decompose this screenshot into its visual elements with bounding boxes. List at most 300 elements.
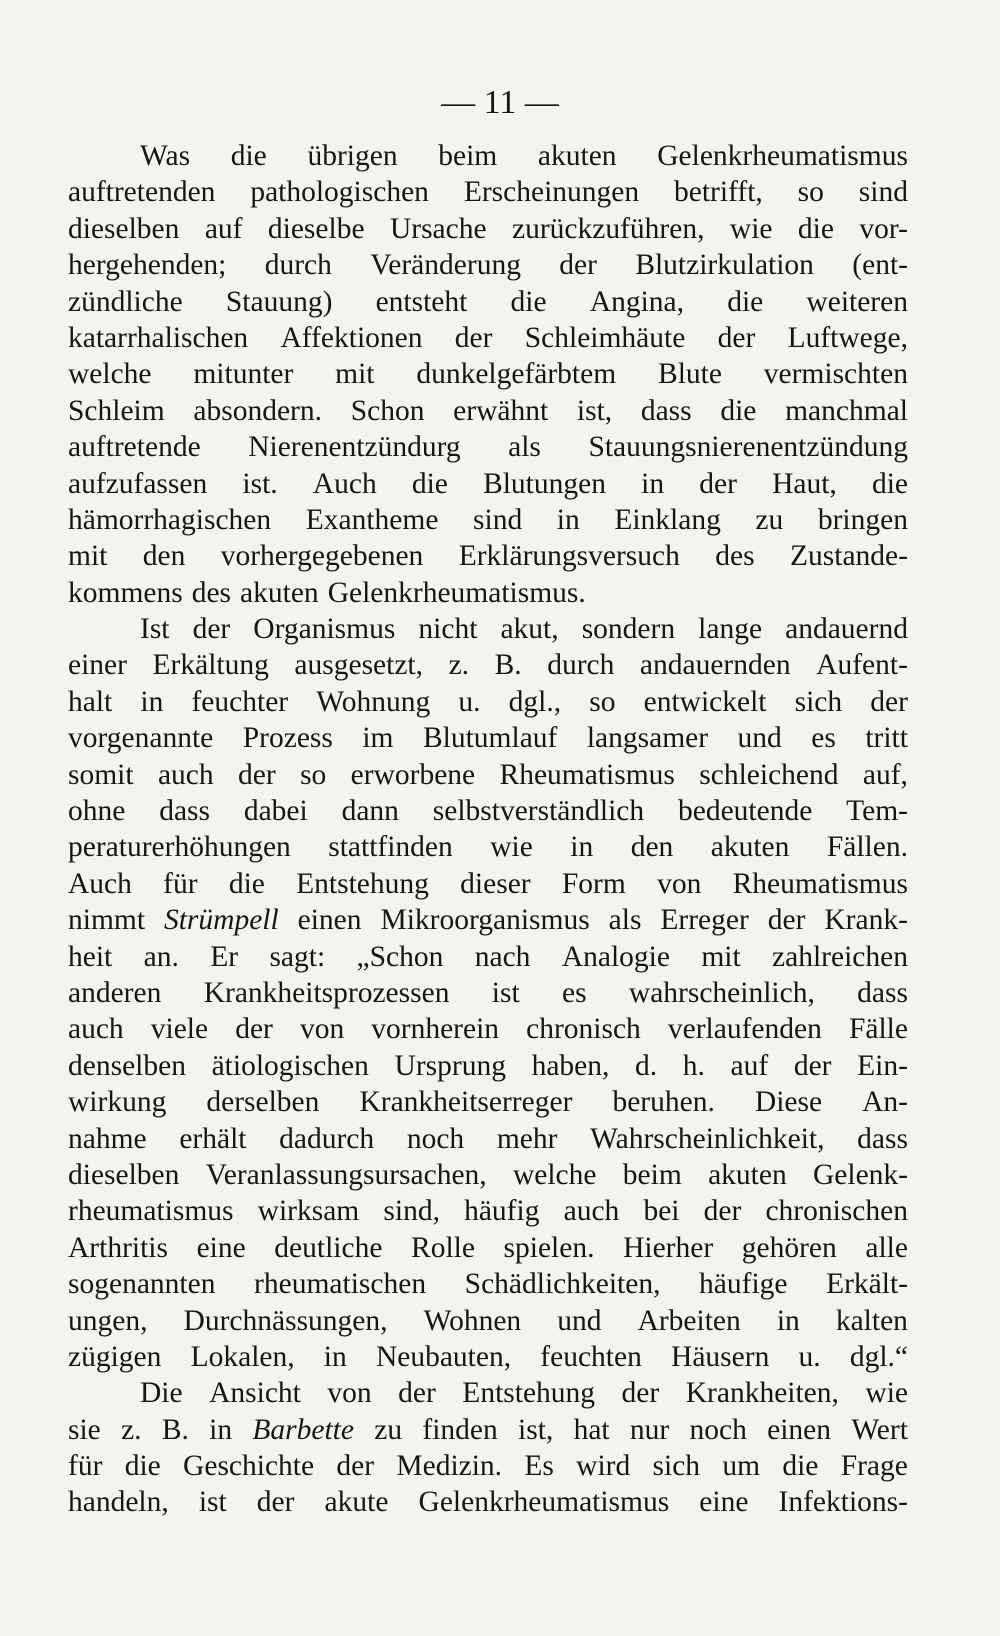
word: sie <box>68 1413 101 1446</box>
word: u. <box>458 685 481 718</box>
word: u. <box>798 1340 821 1373</box>
word: an. <box>143 940 179 973</box>
word: erhält <box>179 1122 247 1155</box>
word: der <box>703 1195 742 1228</box>
word: andauernd <box>785 613 908 646</box>
word: der <box>235 1013 273 1046</box>
word: feuchter <box>191 685 289 718</box>
word: die <box>230 140 267 172</box>
word: welche <box>512 1158 597 1191</box>
word: zündliche <box>68 285 183 318</box>
word: wahrscheinlich, <box>628 976 815 1009</box>
word: sich <box>652 1450 701 1483</box>
word: Ansicht <box>209 1377 301 1410</box>
word: zurückzuführen, <box>512 212 705 245</box>
word: Tem- <box>846 795 908 828</box>
word: Erklärungsversuch <box>458 540 680 573</box>
word: akuten <box>240 576 319 609</box>
text-line <box>68 1121 908 1157</box>
text-line <box>68 829 908 865</box>
text-line <box>68 647 908 683</box>
text-line <box>68 1011 908 1047</box>
word: von <box>327 1377 372 1410</box>
word: ist, <box>518 1413 554 1446</box>
word: dunkelgefärbtem <box>416 358 617 391</box>
word: beim <box>438 140 498 172</box>
word: Erkältung <box>152 649 269 682</box>
word: und <box>737 722 782 755</box>
word: Neubauten, <box>375 1340 512 1373</box>
word: andauernden <box>639 649 791 682</box>
word: Krankheiten, <box>685 1377 839 1410</box>
word: Aufent- <box>816 649 908 682</box>
word: Schleimhäute <box>524 321 686 354</box>
text-line <box>68 902 908 938</box>
text-line <box>68 284 908 320</box>
word: von <box>657 867 702 900</box>
word: ist <box>491 976 520 1009</box>
word: häufig <box>464 1195 540 1228</box>
word: in <box>323 1340 347 1373</box>
word: Entstehung <box>296 867 429 900</box>
word: der <box>336 1450 375 1483</box>
word: sind, <box>383 1195 440 1228</box>
word: eine <box>196 1231 246 1264</box>
word: langsamer <box>586 722 709 755</box>
word: vorgenannte <box>68 722 214 755</box>
word: entsteht <box>375 285 468 318</box>
text-line <box>68 538 908 574</box>
word: dieselben <box>68 1158 180 1191</box>
word: dann <box>341 795 399 828</box>
word: vornherein <box>371 1013 500 1046</box>
word: Exantheme <box>305 503 439 536</box>
word: betrifft, <box>674 176 763 209</box>
text-line <box>68 247 908 283</box>
word: der <box>870 685 908 718</box>
word: Organismus <box>253 613 396 646</box>
text-line <box>68 356 908 392</box>
word: chronischen <box>765 1195 908 1228</box>
word: Hierher <box>623 1231 714 1264</box>
word: so <box>589 685 616 718</box>
word: akute <box>324 1486 389 1519</box>
word: häufige <box>699 1268 788 1301</box>
word: zu <box>755 503 784 536</box>
word: Veränderung <box>370 249 521 282</box>
text-line <box>68 1303 908 1339</box>
word: dass <box>857 976 908 1009</box>
word: Diese <box>754 1086 823 1119</box>
word: chronisch <box>526 1013 641 1046</box>
word: akuten <box>708 1158 787 1191</box>
word: in <box>140 685 164 718</box>
word: Frage <box>840 1450 908 1483</box>
text-line <box>68 1375 908 1411</box>
word: der <box>398 1377 436 1410</box>
word: ist, <box>576 394 613 427</box>
word: Gelenkrheumatismus. <box>327 576 586 609</box>
word: welche <box>68 358 152 391</box>
word: vermischten <box>763 358 908 391</box>
word: dieser <box>460 867 531 900</box>
text-line <box>68 138 908 174</box>
text-line <box>68 575 908 611</box>
word: wirkung <box>68 1086 167 1119</box>
word: einer <box>68 649 127 682</box>
word: wie <box>729 212 773 245</box>
word: Affektionen <box>280 321 423 354</box>
word: Es <box>524 1450 554 1483</box>
word: ist. <box>242 467 278 500</box>
word: z. <box>121 1413 142 1446</box>
word: Lokalen, <box>190 1340 295 1373</box>
word: dieselbe <box>267 212 365 245</box>
text-line <box>68 320 908 356</box>
word: rheumatismus <box>68 1195 234 1228</box>
word: erwähnt <box>453 394 549 427</box>
word: wie <box>490 831 533 864</box>
word: somit <box>68 758 134 791</box>
word: h. <box>682 1049 705 1082</box>
word: der <box>256 1486 295 1519</box>
word: von <box>299 1013 345 1046</box>
word: vor- <box>859 212 908 245</box>
word: selbstverständlich <box>432 795 645 828</box>
word: derselben <box>206 1086 320 1119</box>
word: weiteren <box>806 285 908 318</box>
word: viele <box>150 1013 209 1046</box>
word: Wahrscheinlichkeit, <box>590 1122 825 1155</box>
text-line <box>68 211 908 247</box>
word: Nierenentzündurg <box>248 431 461 464</box>
page-number: — 11 — <box>441 84 559 121</box>
word: nahme <box>68 1122 147 1155</box>
word: haben, <box>531 1049 610 1082</box>
word: Ursprung <box>394 1049 506 1082</box>
word: die <box>411 467 448 500</box>
word: auf <box>730 1049 769 1082</box>
word: die <box>124 1450 161 1483</box>
word: für <box>68 1450 103 1483</box>
text-line <box>68 684 908 720</box>
word: Infektions- <box>778 1486 908 1519</box>
word: Gelenkrheumatismus <box>418 1486 670 1519</box>
word: bedeutende <box>677 795 813 828</box>
word: in <box>570 831 594 864</box>
word: ist <box>198 1486 227 1519</box>
word: der <box>238 758 276 791</box>
word: und <box>557 1304 602 1337</box>
word: nur <box>629 1413 670 1446</box>
word: zügigen <box>68 1340 162 1373</box>
word: mit <box>68 540 108 573</box>
word: in <box>641 467 665 500</box>
word: die <box>720 394 757 427</box>
word: Krank- <box>824 904 908 937</box>
word: es <box>811 722 836 755</box>
word: dgl.“ <box>849 1340 908 1373</box>
word: spielen. <box>503 1231 595 1264</box>
word: nicht <box>418 613 478 646</box>
word: Form <box>561 867 626 900</box>
word: der <box>559 249 597 282</box>
word: lange <box>698 613 763 646</box>
word: erworbene <box>350 758 476 791</box>
word: ohne <box>68 795 126 828</box>
word: An- <box>862 1086 908 1119</box>
text-line <box>68 939 908 975</box>
text-line <box>68 1157 908 1193</box>
word: feuchten <box>540 1340 642 1373</box>
text-line <box>68 1048 908 1084</box>
text-line <box>68 393 908 429</box>
word: verlaufenden <box>667 1013 822 1046</box>
word: auch <box>68 1013 124 1046</box>
word: B. <box>161 1413 189 1446</box>
word: beim <box>622 1158 682 1191</box>
word: Strümpell <box>163 904 279 937</box>
word: um <box>722 1450 761 1483</box>
word: einen <box>767 1413 832 1446</box>
word: so <box>797 176 824 209</box>
word: Krankheitsprozessen <box>203 976 450 1009</box>
text-line <box>68 1339 908 1375</box>
word: alle <box>865 1231 908 1264</box>
word: wirksam <box>257 1195 360 1228</box>
text-line <box>68 1193 908 1229</box>
word: einen <box>297 904 362 937</box>
word: beruhen. <box>612 1086 715 1119</box>
word: in <box>209 1413 233 1446</box>
word: durch <box>264 249 332 282</box>
word: „Schon <box>356 940 444 973</box>
word: entwickelt <box>643 685 767 718</box>
text-line <box>68 611 908 647</box>
word: Gelenkrheumatismus <box>657 140 908 172</box>
text-line <box>68 866 908 902</box>
word: hergehenden; <box>68 249 227 282</box>
word: auch <box>157 758 214 791</box>
text-line <box>68 429 908 465</box>
word: noch <box>406 1122 465 1155</box>
word: akut, <box>500 613 559 646</box>
word: nach <box>474 940 531 973</box>
word: mit <box>335 358 375 391</box>
word: Medizin. <box>396 1450 503 1483</box>
word: Haut, <box>772 467 837 500</box>
word: aufzufassen <box>68 467 208 500</box>
text-line <box>68 1230 908 1266</box>
text-line <box>68 975 908 1011</box>
word: sind <box>473 503 523 536</box>
word: Blutumlauf <box>422 722 558 755</box>
word: sogenannten <box>68 1268 216 1301</box>
word: Schädlichkeiten, <box>464 1268 661 1301</box>
word: katarrhalischen <box>68 321 249 354</box>
word: akuten <box>710 831 790 864</box>
word: rheumatischen <box>254 1268 427 1301</box>
word: bei <box>643 1195 680 1228</box>
word: Ein- <box>857 1049 908 1082</box>
word: eine <box>699 1486 749 1519</box>
text-line <box>68 466 908 502</box>
word: halt <box>68 685 113 718</box>
word: deutliche <box>274 1231 383 1264</box>
word: sind <box>858 176 908 209</box>
word: gehören <box>741 1231 837 1264</box>
word: Erkält- <box>826 1268 908 1301</box>
word: nimmt <box>68 904 146 937</box>
text-line <box>68 1266 908 1302</box>
word: der <box>454 321 493 354</box>
word: dabei <box>243 795 308 828</box>
word: akuten <box>537 140 617 172</box>
word: Wohnen <box>423 1304 522 1337</box>
word: Geschichte <box>183 1450 315 1483</box>
word: Was <box>140 140 191 172</box>
word: pathologischen <box>250 176 429 209</box>
word: Luftwege, <box>787 321 908 354</box>
word: für <box>163 867 198 900</box>
word: mehr <box>496 1122 558 1155</box>
word: die <box>510 285 547 318</box>
word: dass <box>857 1122 908 1155</box>
word: Einklang <box>614 503 721 536</box>
word: kommens <box>68 576 183 609</box>
word: der <box>717 321 756 354</box>
word: auftretenden <box>68 176 216 209</box>
word: die <box>228 867 265 900</box>
word: so <box>300 758 327 791</box>
word: Arthritis <box>68 1231 168 1264</box>
word: Blutungen <box>483 467 606 500</box>
word: Gelenk- <box>812 1158 908 1191</box>
word: die <box>727 285 764 318</box>
word: zu <box>374 1413 403 1446</box>
word: dass <box>159 795 210 828</box>
word: Er <box>210 940 239 973</box>
word: Barbette <box>252 1413 354 1446</box>
word: wird <box>576 1450 631 1483</box>
word: noch <box>689 1413 747 1446</box>
word: dadurch <box>279 1122 375 1155</box>
text-line <box>68 1412 908 1448</box>
word: auftretende <box>68 431 201 464</box>
word: des <box>191 576 232 609</box>
word: der <box>621 1377 660 1410</box>
word: durch <box>547 649 615 682</box>
word: dass <box>640 394 692 427</box>
word: heit <box>68 940 113 973</box>
word: dieselben <box>68 212 180 245</box>
word: sagt: <box>269 940 326 973</box>
text-line <box>68 757 908 793</box>
word: mitunter <box>193 358 294 391</box>
word: auch <box>563 1195 620 1228</box>
word: Wohnung <box>316 685 431 718</box>
word: Fälle <box>848 1013 908 1046</box>
word: tritt <box>865 722 908 755</box>
word: Ist <box>140 613 170 646</box>
word: B. <box>494 649 522 682</box>
word: hämorrhagischen <box>68 503 272 536</box>
word: z. <box>448 649 470 682</box>
text-line <box>68 502 908 538</box>
word: Ursache <box>389 212 487 245</box>
word: auf <box>204 212 243 245</box>
text-line <box>68 720 908 756</box>
word: Blutzirkulation <box>635 249 814 282</box>
word: Durchnässungen, <box>183 1304 388 1337</box>
word: der <box>192 613 231 646</box>
word: Blute <box>658 358 722 391</box>
word: Prozess <box>242 722 333 755</box>
word: vorhergegebenen <box>220 540 424 573</box>
word: Erscheinungen <box>463 176 640 209</box>
text-line <box>68 174 908 210</box>
word: des <box>715 540 755 573</box>
word: Arbeiten <box>637 1304 741 1337</box>
word: Veranlassungsursachen, <box>205 1158 487 1191</box>
word: Wert <box>851 1413 908 1446</box>
text-line <box>68 793 908 829</box>
word: Häusern <box>671 1340 770 1373</box>
text-line <box>68 1484 908 1520</box>
word: Mikroorganismus <box>380 904 590 937</box>
word: schleichend <box>699 758 839 791</box>
word: bringen <box>817 503 908 536</box>
word: hat <box>573 1413 610 1446</box>
word: (ent- <box>852 249 908 282</box>
word: dgl., <box>508 685 562 718</box>
word: die <box>797 212 834 245</box>
word: Auch <box>68 867 132 900</box>
word: Zustande- <box>790 540 908 573</box>
word: den <box>142 540 186 573</box>
word: Angina, <box>589 285 684 318</box>
word: Auch <box>312 467 377 500</box>
word: finden <box>422 1413 498 1446</box>
word: auf, <box>862 758 908 791</box>
word: Analogie <box>561 940 670 973</box>
word: im <box>362 722 394 755</box>
word: Erreger <box>660 904 749 937</box>
word: ausgesetzt, <box>294 649 424 682</box>
text-line <box>68 1084 908 1120</box>
word: Stauung) <box>225 285 333 318</box>
word: zahlreichen <box>772 940 908 973</box>
word: Rheumatismus <box>732 867 908 900</box>
word: in <box>556 503 580 536</box>
word: sondern <box>581 613 676 646</box>
word: manchmal <box>785 394 908 427</box>
word: absondern. <box>193 394 323 427</box>
word: Entstehung <box>462 1377 596 1410</box>
word: als <box>508 431 541 464</box>
word: den <box>630 831 674 864</box>
word: der <box>767 904 806 937</box>
word: wie <box>865 1377 908 1410</box>
word: Stauungsnierenentzündung <box>588 431 908 464</box>
body-text <box>68 138 908 1521</box>
word: Die <box>140 1377 183 1410</box>
word: es <box>561 976 587 1009</box>
word: in <box>776 1304 800 1337</box>
word: die <box>871 467 908 500</box>
word: ungen, <box>68 1304 148 1337</box>
word: Krankheitserreger <box>359 1086 573 1119</box>
